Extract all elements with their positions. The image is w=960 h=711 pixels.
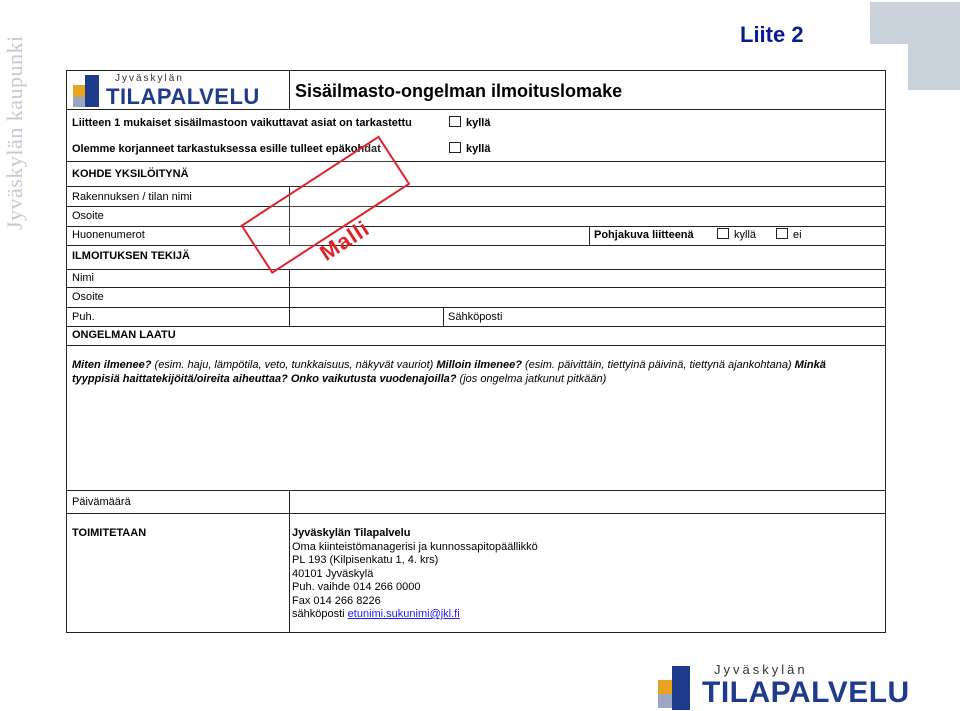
form-title: Sisäilmasto-ongelman ilmoituslomake — [295, 81, 623, 101]
row-divider — [67, 161, 885, 162]
floor-plan-no[interactable] — [776, 228, 802, 241]
section-target: KOHDE YKSILÖITYNÄ — [72, 168, 189, 180]
footer-logo — [658, 662, 928, 710]
col-divider — [589, 226, 590, 245]
description-line-1 — [72, 358, 872, 372]
row-divider — [67, 513, 885, 514]
row-divider — [67, 245, 885, 246]
example-what: (jos ongelma jatkunut pitkään) — [456, 373, 607, 385]
row-divider — [67, 269, 885, 270]
question-how: Miten ilmenee? — [72, 359, 152, 371]
checkbox[interactable] — [449, 116, 461, 127]
row-divider — [67, 345, 885, 346]
field-address-label: Osoite — [72, 210, 104, 222]
sender-email-line — [292, 608, 538, 622]
field-phone-label: Puh. — [72, 311, 95, 323]
row-divider — [67, 287, 885, 288]
field-reporter-address-label: Osoite — [72, 291, 104, 303]
logo-square-blue — [85, 75, 99, 107]
sender-email-label: sähköposti — [292, 608, 348, 620]
logo-square-orange — [73, 85, 85, 97]
sender-address — [292, 527, 538, 622]
sender-line: PL 193 (Kilpisenkatu 1, 4. krs) — [292, 554, 439, 566]
logo-square-orange — [658, 680, 672, 694]
check-label-inspected: Liitteen 1 mukaiset sisäilmastoon vaikuttavat asiat on tarkastettu — [72, 117, 412, 129]
floor-plan-yes[interactable] — [717, 228, 756, 241]
problem-description — [72, 358, 872, 386]
corner-decoration-lower — [908, 44, 960, 90]
question-what-start: Minkä — [794, 359, 826, 371]
sender-line: Puh. vaihde 014 266 0000 — [292, 581, 421, 593]
sender-line: Fax 014 266 8226 — [292, 594, 381, 607]
field-room-numbers-label: Huonenumerot — [72, 229, 145, 241]
col-divider — [289, 269, 290, 326]
field-building-name-label: Rakennuksen / tilan nimi — [72, 191, 192, 203]
field-floor-plan-label: Pohjakuva liitteenä — [594, 229, 694, 241]
row-divider — [67, 326, 885, 327]
field-date-label: Päivämäärä — [72, 496, 131, 508]
logo-name: TILAPALVELU — [106, 84, 260, 109]
checkbox[interactable] — [776, 228, 788, 239]
check-inspected[interactable] — [449, 116, 490, 129]
corner-decoration — [870, 2, 960, 44]
form-logo — [73, 73, 285, 107]
col-divider — [289, 71, 290, 109]
logo-square-blue — [672, 666, 690, 710]
sender-line: Oma kiinteistömanagerisi ja kunnossapitopäällikkö — [292, 540, 538, 553]
row-divider — [67, 206, 885, 207]
logo-city: Jyväskylän — [714, 662, 808, 677]
field-name-label: Nimi — [72, 272, 94, 284]
check-label-fixed: Olemme korjanneet tarkastuksessa esille tulleet epäkohdat — [72, 143, 381, 155]
check-fixed[interactable] — [449, 142, 490, 155]
question-what: tyyppisiä haittatekijöitä/oireita aiheuttaa? Onko vaikutusta vuodenajoilla? — [72, 373, 457, 385]
side-watermark-text: Jyväskylän kaupunki — [2, 35, 27, 230]
field-email-label: Sähköposti — [448, 311, 503, 323]
col-divider — [289, 490, 290, 633]
question-when: Milloin ilmenee? — [436, 359, 522, 371]
sample-stamp-text: Malli — [315, 215, 375, 266]
description-line-2 — [72, 372, 872, 386]
example-when: (esim. päivittäin, tiettyinä päivinä, tiettynä ajankohtana) — [521, 359, 795, 371]
sender-line: 40101 Jyväskylä — [292, 567, 374, 580]
checkbox[interactable] — [449, 142, 461, 153]
logo-name: TILAPALVELU — [702, 676, 910, 709]
check-option: kyllä — [466, 117, 491, 129]
logo-square-gray — [658, 694, 672, 708]
logo-city: Jyväskylän — [115, 73, 184, 84]
col-divider — [443, 307, 444, 326]
sender-org: Jyväskylän Tilapalvelu — [292, 527, 411, 539]
check-option: kyllä — [466, 143, 491, 155]
floor-plan-yes-label: kyllä — [734, 229, 757, 241]
row-divider — [67, 490, 885, 491]
row-divider — [67, 186, 885, 187]
section-problem: ONGELMAN LAATU — [72, 329, 176, 341]
section-reporter: ILMOITUKSEN TEKIJÄ — [72, 250, 190, 262]
checkbox[interactable] — [717, 228, 729, 239]
logo-square-gray — [73, 97, 85, 107]
floor-plan-no-label: ei — [793, 229, 802, 241]
example-how: (esim. haju, lämpötila, veto, tunkkaisuus, näkyvät vauriot) — [151, 359, 437, 371]
attachment-label: Liite 2 — [740, 22, 804, 47]
section-delivered: TOIMITETAAN — [72, 527, 147, 539]
report-form — [66, 70, 886, 633]
row-divider — [67, 307, 885, 308]
sender-email-link[interactable]: etunimi.sukunimi@jkl.fi — [347, 608, 460, 620]
row-divider — [67, 226, 885, 227]
